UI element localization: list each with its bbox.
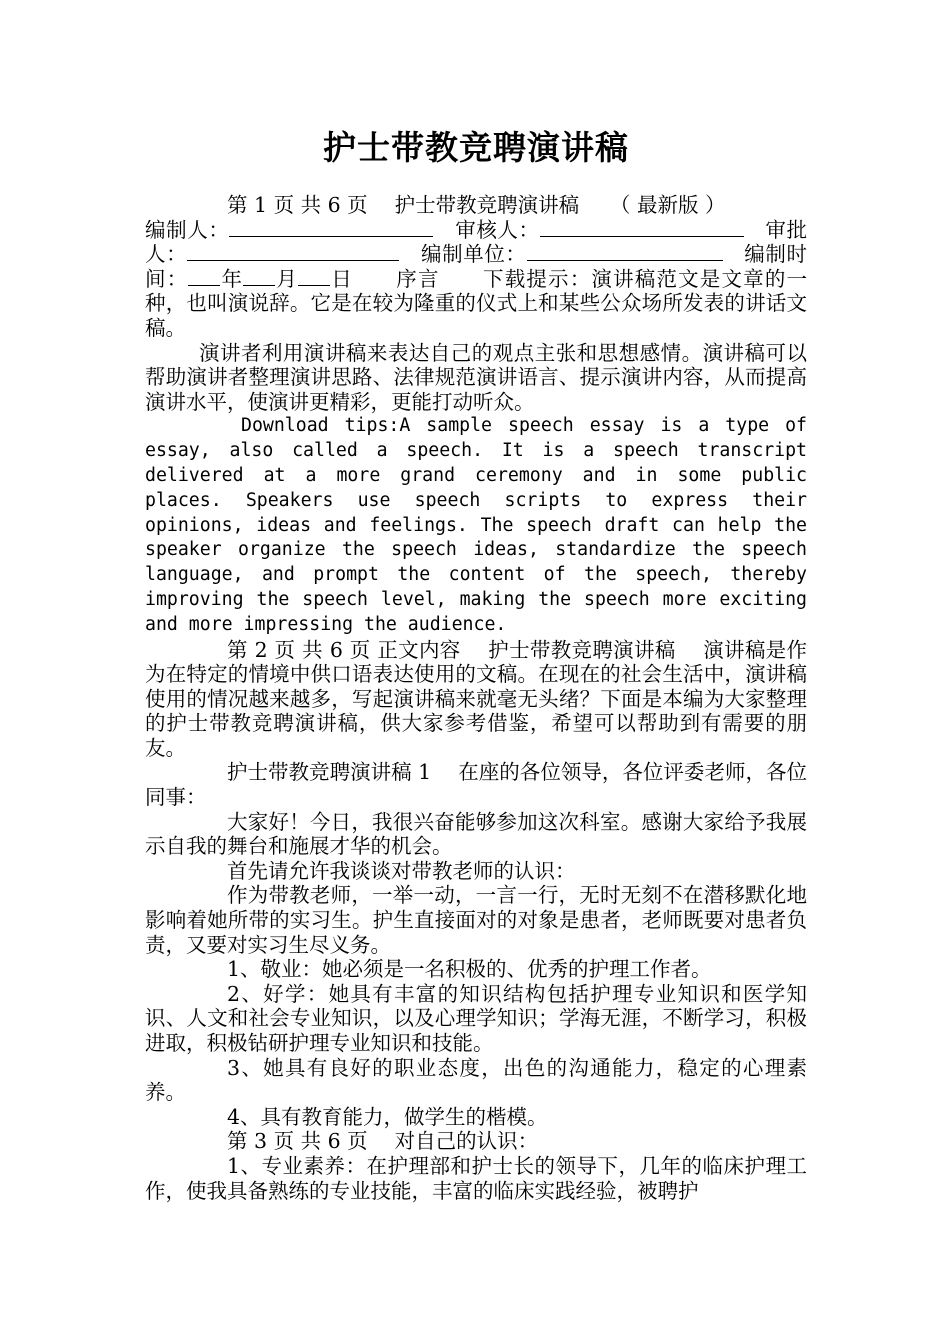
month-blank <box>243 267 275 286</box>
document-page <box>145 125 807 1203</box>
intro-paragraph: 演讲者利用演讲稿来表达自己的观点主张和思想感情。演讲稿可以帮助演讲者整理演讲思路、法律规范演讲语言、提示演讲内容，从而提高演讲水平，使演讲更精彩，更能打动听众。 <box>145 340 807 414</box>
list-item: 2、好学：她具有丰富的知识结构包括护理专业知识和医学知识、人文和社会专业知识，以及心理学知识；学海无涯，不断学习，积极进取，积极钻研护理专业知识和技能。 <box>145 981 807 1056</box>
reviewer-label: 审核人： <box>455 217 540 242</box>
approver-blank <box>187 242 399 261</box>
page3-paragraph: 第 3 页 共 6 页 对自己的认识： <box>227 1129 539 1154</box>
reviewer-blank <box>540 218 744 237</box>
day-label: 日 <box>330 266 353 291</box>
document-title: 护士带教竞聘演讲稿 <box>323 128 629 167</box>
first-paragraph: 首先请允许我谈谈对带教老师的认识： <box>227 858 576 883</box>
year-blank <box>188 267 220 286</box>
role-paragraph: 作为带教老师，一举一动，一言一行，无时无刻不在潜移默化地影响着她所带的实习生。护生直接面对的对象是患者，老师既要对患者负责，又要对实习生尽义务。 <box>145 883 807 957</box>
list-item: 1、敬业：她必须是一名积极的、优秀的护理工作者。 <box>227 957 712 982</box>
time-label: 编制时间： <box>145 242 808 291</box>
month-label: 月 <box>275 266 299 291</box>
day-blank <box>298 267 330 286</box>
unit-label: 编制单位： <box>420 242 527 267</box>
download-tip: 下载提示：演讲稿范文是文章的一种，也叫演说辞。它是在较为隆重的仪式上和某些公众场所发表的讲话文稿。 <box>145 266 808 340</box>
preface-label: 序言 <box>396 266 440 291</box>
speech1-heading-paragraph: 护士带教竞聘演讲稿 1 在座的各位领导，各位评委老师，各位同事： <box>145 760 807 810</box>
meta-block <box>145 193 807 341</box>
year-label: 年 <box>220 266 244 291</box>
approver-label: 审批人： <box>145 217 808 267</box>
unit-blank <box>527 242 723 261</box>
header-line: 第 1 页 共 6 页 护士带教竞聘演讲稿 （ 最新版 ） <box>227 193 726 217</box>
page2-paragraph: 第 2 页 共 6 页 正文内容 护士带教竞聘演讲稿 演讲稿是作为在特定的情境中供口语表达使用的文稿。在现在的社会生活中，演讲稿使用的情况越来越多，写起演讲稿来就毫无头绪？下面是本编为大家整理的护士带教竞聘演讲稿，供大家参考借鉴，希望可以帮助到有需要的朋友。 <box>145 637 807 760</box>
list-item: 3、她具有良好的职业态度，出色的沟通能力，稳定的心理素养。 <box>145 1055 807 1105</box>
editor-blank <box>229 218 433 237</box>
list-item: 4、具有教育能力，做学生的楷模。 <box>227 1104 548 1129</box>
list-item: 1、专业素养：在护理部和护士长的领导下，几年的临床护理工作，使我具备熟练的专业技能，丰富的临床实践经验，被聘护 <box>145 1153 807 1203</box>
english-paragraph: Download tips:A sample speech essay is a type of essay, also called a speech. It is a speech transcript delivered at a more grand ceremony and in some public places. Speakers use speech scripts to express their opinions, ideas and feelings. The speech draft can help the speaker organize the speech ideas, standardize the speech language, and prompt the content of the speech, thereby improving the speech level, making the speech more exciting and more impressing the audience. <box>145 415 807 635</box>
greeting-paragraph: 大家好！今日，我很兴奋能够参加这次科室。感谢大家给予我展示自我的舞台和施展才华的机会。 <box>145 809 807 859</box>
editor-label: 编制人： <box>145 217 230 242</box>
